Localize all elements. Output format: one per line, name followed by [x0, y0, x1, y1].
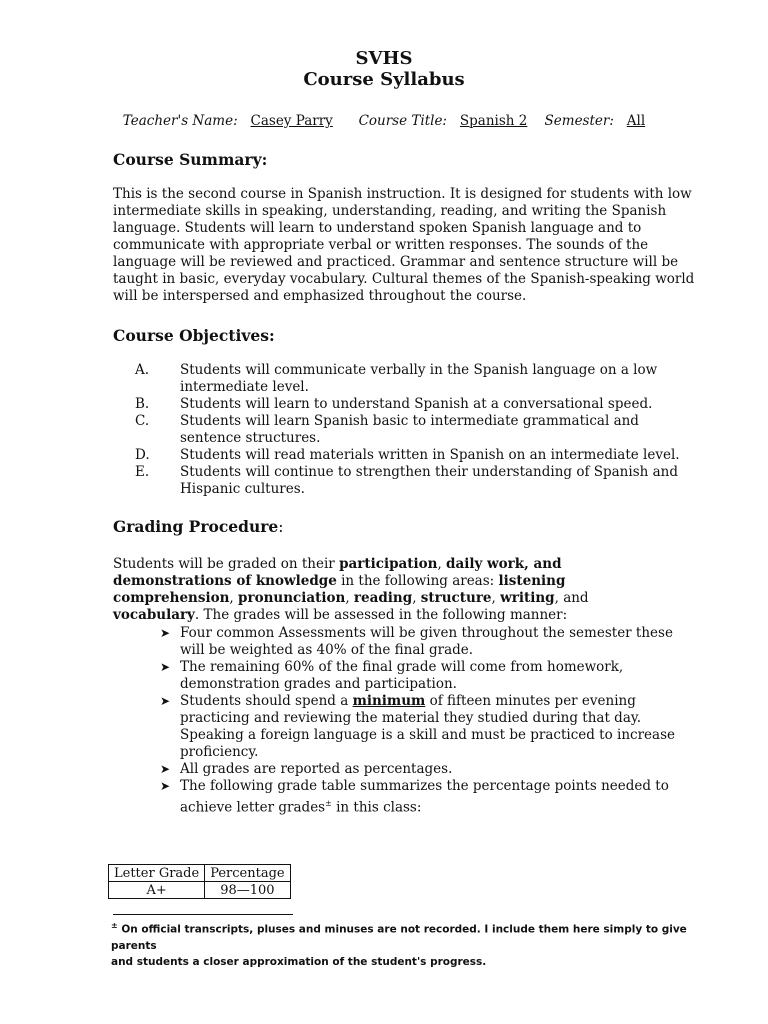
objective-text: Students will read materials written in Spanish on an intermediate level. [180, 447, 680, 463]
intro-text: , and [554, 590, 589, 606]
bullet-item [0, 659, 768, 676]
intro-text: , [437, 556, 447, 572]
grade-table-cell: A+ [109, 882, 205, 899]
course-objectives-heading: Course Objectives: [113, 326, 275, 345]
footnote [111, 918, 711, 970]
footnote-line [111, 918, 711, 954]
bullet-text-part: in this class: [331, 799, 422, 816]
grade-table-row [109, 882, 291, 899]
intro-text: . The grades will be assessed in the following manner: [194, 607, 568, 623]
objective-letter: E. [135, 464, 150, 480]
grade-table-header: Percentage [205, 865, 290, 882]
bullet-text: Four common Assessments will be given throughout the semester these [180, 625, 673, 641]
bullet-text: The remaining 60% of the final grade will come from homework, [180, 659, 624, 675]
grade-table-header: Letter Grade [109, 865, 205, 882]
intro-bold: participation [339, 556, 438, 572]
grade-table [108, 864, 291, 899]
grading-heading-colon: : [278, 518, 284, 536]
semester-value: All [626, 113, 646, 129]
summary-line: intermediate skills in speaking, understanding, reading, and writing the Spanish [113, 203, 667, 219]
objective-text: intermediate level. [180, 379, 309, 395]
objective-continuation [0, 379, 768, 396]
objective-letter: A. [135, 362, 150, 378]
arrow-bullet-icon: ➤ [160, 779, 171, 793]
minimum-emphasis: minimum [352, 693, 426, 709]
intro-text: , [412, 590, 421, 606]
grade-table-header-row [109, 865, 291, 882]
bullet-continuation [0, 795, 768, 816]
course-title-label: Course Title: [358, 113, 447, 129]
grading-heading-text: Grading Procedure [113, 517, 279, 536]
grading-procedure-heading [113, 517, 284, 536]
objective-text: Students will continue to strengthen their understanding of Spanish and [180, 464, 678, 480]
bullet-continuation [0, 642, 768, 659]
objective-text: Students will communicate verbally in the Spanish language on a low [180, 362, 658, 378]
bullet-text: demonstration grades and participation. [180, 676, 457, 692]
summary-line: This is the second course in Spanish instruction. It is designed for students with low [113, 186, 692, 202]
grade-table-cell: 98—100 [205, 882, 290, 899]
arrow-bullet-icon: ➤ [160, 626, 171, 640]
bullet-text [180, 693, 636, 710]
intro-text: , [491, 590, 501, 606]
objective-text: Hispanic cultures. [180, 481, 305, 497]
grading-intro-line [113, 590, 673, 607]
grading-intro-line [113, 607, 673, 624]
arrow-bullet-icon: ➤ [160, 762, 171, 776]
objective-item [0, 464, 768, 481]
bullet-item [0, 761, 768, 778]
bullet-continuation [0, 676, 768, 693]
summary-line: language will be reviewed and practiced. Grammar and sentence structure will be [113, 254, 679, 270]
footnote-marker: ± [111, 921, 118, 930]
intro-bold: listening [498, 573, 566, 589]
bullet-text-part: achieve letter grades [180, 799, 326, 816]
objective-text: Students will learn to understand Spanish at a conversational speed. [180, 396, 653, 412]
intro-bold: daily work, and [446, 556, 562, 572]
objective-letter: B. [135, 396, 150, 412]
intro-text: in the following areas: [336, 573, 499, 589]
bullet-text: The following grade table summarizes the percentage points needed to [180, 778, 669, 794]
bullet-continuation [0, 710, 768, 727]
intro-text: , [345, 590, 354, 606]
grading-intro-line [113, 556, 673, 573]
intro-bold: demonstrations of knowledge [113, 573, 337, 589]
bullet-item [0, 625, 768, 642]
intro-text: , [229, 590, 239, 606]
objective-letter: D. [135, 447, 150, 463]
intro-bold: writing [500, 590, 555, 606]
bullet-text: will be weighted as 40% of the final grade. [180, 642, 474, 658]
bullet-continuation [0, 744, 768, 761]
document-title: Course Syllabus [303, 69, 465, 90]
footnote-marker: ± [325, 799, 332, 808]
teacher-value: Casey Parry [250, 113, 333, 129]
bullet-text: All grades are reported as percentages. [180, 761, 453, 777]
bullet-text-part: of fifteen minutes per evening [425, 693, 636, 709]
footnote-separator [113, 914, 293, 915]
footnote-text: On official transcripts, pluses and minuses are not recorded. I include them here simply to give parents [111, 923, 687, 952]
arrow-bullet-icon: ➤ [160, 694, 171, 708]
arrow-bullet-icon: ➤ [160, 660, 171, 674]
course-meta-line [0, 113, 768, 129]
grading-bullet-list [0, 625, 768, 816]
objective-item [0, 413, 768, 430]
objective-continuation [0, 481, 768, 498]
intro-bold: structure [420, 590, 492, 606]
school-name: SVHS [355, 48, 413, 69]
grading-intro [113, 556, 673, 624]
bullet-text: Speaking a foreign language is a skill and must be practiced to increase [180, 727, 675, 743]
bullet-text: practicing and reviewing the material they studied during that day. [180, 710, 641, 726]
intro-bold: reading [353, 590, 413, 606]
objective-item [0, 362, 768, 379]
bullet-text-part: Students should spend a [180, 693, 353, 709]
bullet-continuation [0, 727, 768, 744]
objective-item [0, 447, 768, 464]
grading-intro-line [113, 573, 673, 590]
bullet-text: proficiency. [180, 744, 259, 760]
summary-line: will be interspersed and emphasized throughout the course. [113, 288, 527, 304]
teacher-label: Teacher's Name: [122, 113, 238, 129]
objective-text: Students will learn Spanish basic to intermediate grammatical and [180, 413, 639, 429]
intro-bold: vocabulary [113, 607, 195, 623]
objective-continuation [0, 430, 768, 447]
course-title-value: Spanish 2 [459, 113, 528, 129]
summary-line: communicate with appropriate verbal or written responses. The sounds of the [113, 237, 649, 253]
summary-line: taught in basic, everyday vocabulary. Cultural themes of the Spanish-speaking world [113, 271, 695, 287]
intro-bold: pronunciation [238, 590, 346, 606]
objective-item [0, 396, 768, 413]
intro-bold: comprehension [113, 590, 230, 606]
bullet-item [0, 693, 768, 710]
objective-letter: C. [135, 413, 150, 429]
bullet-item [0, 778, 768, 795]
semester-label: Semester: [544, 113, 614, 129]
summary-line: language. Students will learn to understand spoken Spanish language and to [113, 220, 642, 236]
objectives-list [0, 362, 768, 498]
course-summary-heading: Course Summary: [113, 150, 268, 169]
intro-text: Students will be graded on their [113, 556, 340, 572]
objective-text: sentence structures. [180, 430, 321, 446]
course-summary-text [113, 186, 695, 305]
bullet-text [180, 795, 421, 817]
footnote-line: and students a closer approximation of the student's progress. [111, 955, 487, 968]
